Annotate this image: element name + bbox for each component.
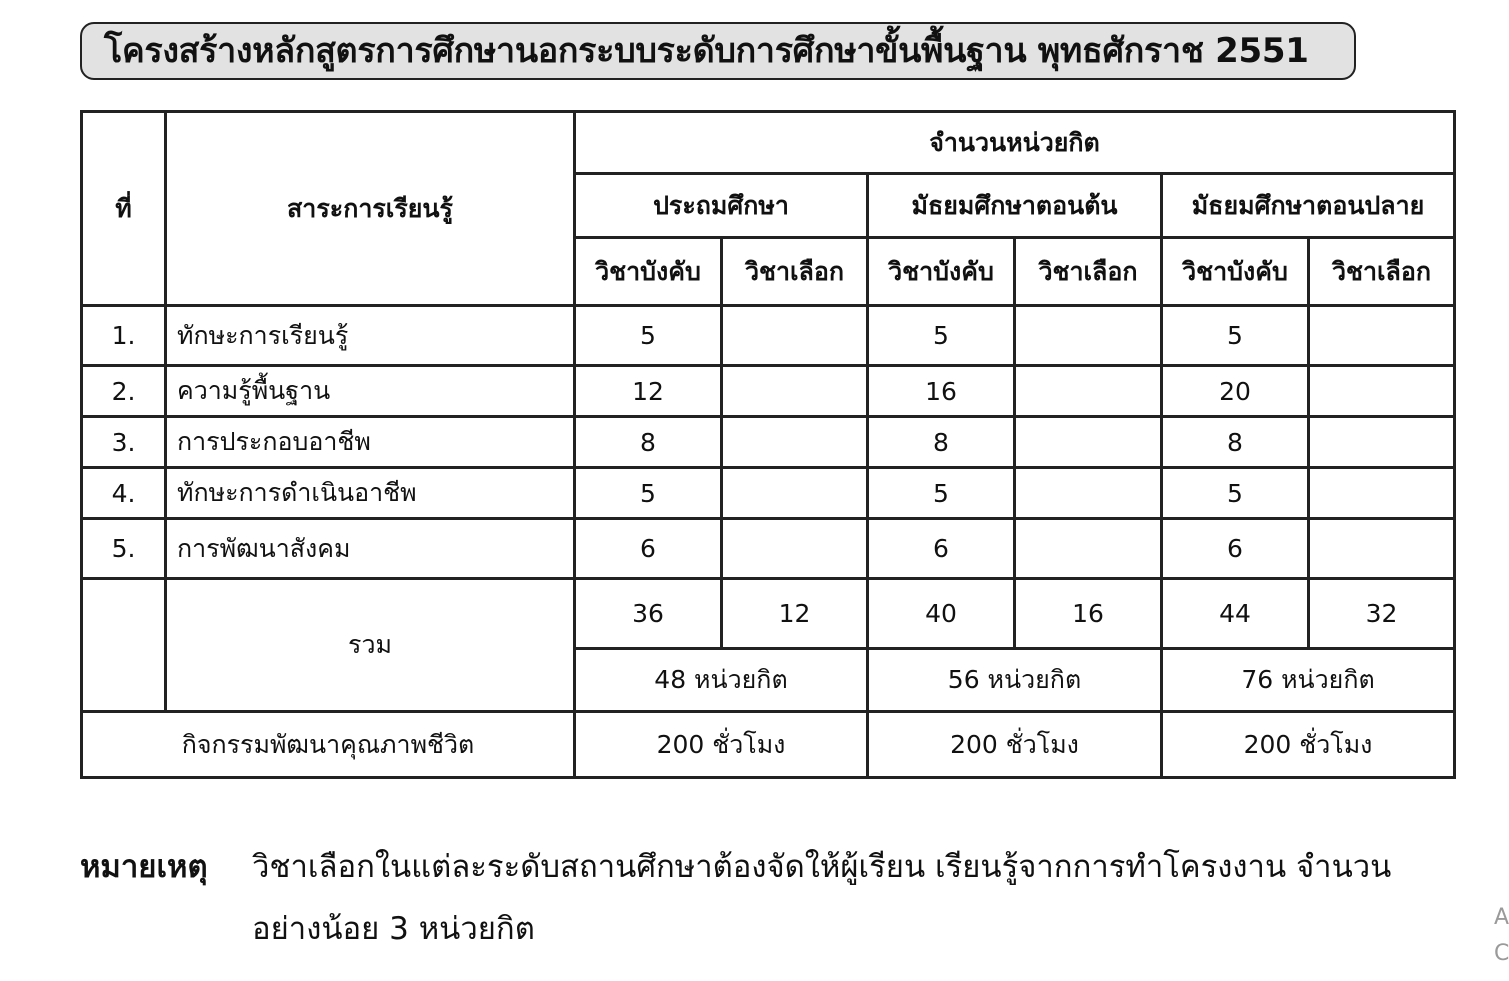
activity-row	[82, 712, 1455, 778]
table-row	[82, 366, 1455, 417]
cell-primary-elective	[722, 306, 868, 366]
sum-lower-secondary: 56 หน่วยกิต	[868, 649, 1162, 712]
cell-primary-required: 8	[575, 417, 722, 468]
cell-primary-required: 12	[575, 366, 722, 417]
row-subject: การประกอบอาชีพ	[166, 417, 575, 468]
table-row	[82, 519, 1455, 579]
table-row	[82, 468, 1455, 519]
row-number: 4.	[82, 468, 166, 519]
cell-upper-required: 20	[1162, 366, 1309, 417]
row-number: 1.	[82, 306, 166, 366]
header-elective: วิชาเลือก	[722, 238, 868, 306]
curriculum-table	[80, 110, 1456, 779]
cell-lower-required: 5	[868, 468, 1015, 519]
total-label: รวม	[166, 579, 575, 712]
cell-primary-required: 6	[575, 519, 722, 579]
row-number: 3.	[82, 417, 166, 468]
header-no: ที่	[82, 112, 166, 306]
cell-primary-elective	[722, 468, 868, 519]
note-label: หมายเหตุ	[80, 849, 208, 885]
total-lower-required: 40	[868, 579, 1015, 649]
table-row	[82, 417, 1455, 468]
activity-label: กิจกรรมพัฒนาคุณภาพชีวิต	[82, 712, 575, 778]
header-required: วิชาบังคับ	[575, 238, 722, 306]
cell-lower-elective	[1015, 519, 1162, 579]
table-row	[82, 306, 1455, 366]
header-level-primary: ประถมศึกษา	[575, 174, 868, 238]
header-level-lower-secondary: มัธยมศึกษาตอนต้น	[868, 174, 1162, 238]
activity-hours-primary: 200 ชั่วโมง	[575, 712, 868, 778]
header-elective: วิชาเลือก	[1309, 238, 1455, 306]
cell-upper-required: 5	[1162, 468, 1309, 519]
cell-upper-elective	[1309, 306, 1455, 366]
row-number: 2.	[82, 366, 166, 417]
row-number: 5.	[82, 519, 166, 579]
header-credits: จำนวนหน่วยกิต	[575, 112, 1455, 174]
cell-lower-elective	[1015, 417, 1162, 468]
header-level-upper-secondary: มัธยมศึกษาตอนปลาย	[1162, 174, 1455, 238]
cell-upper-elective	[1309, 417, 1455, 468]
cell-primary-elective	[722, 519, 868, 579]
cell-lower-required: 5	[868, 306, 1015, 366]
cell-upper-elective	[1309, 366, 1455, 417]
cell-upper-elective	[1309, 468, 1455, 519]
header-required: วิชาบังคับ	[868, 238, 1015, 306]
cell-upper-elective	[1309, 519, 1455, 579]
total-upper-required: 44	[1162, 579, 1309, 649]
cell-lower-elective	[1015, 468, 1162, 519]
cell-primary-elective	[722, 417, 868, 468]
sum-upper-secondary: 76 หน่วยกิต	[1162, 649, 1455, 712]
cell-upper-required: 5	[1162, 306, 1309, 366]
row-subject: ความรู้พื้นฐาน	[166, 366, 575, 417]
cell-upper-required: 6	[1162, 519, 1309, 579]
cell-primary-required: 5	[575, 468, 722, 519]
activity-hours-lower: 200 ชั่วโมง	[868, 712, 1162, 778]
note-text: วิชาเลือกในแต่ละระดับสถานศึกษาต้องจัดให้ผู้เรียน เรียนรู้จากการทำโครงงาน จำนวนอย่างน้อย 3 หน่วยกิต	[252, 849, 1392, 947]
row-subject: การพัฒนาสังคม	[166, 519, 575, 579]
total-primary-elective: 12	[722, 579, 868, 649]
row-subject: ทักษะการดำเนินอาชีพ	[166, 468, 575, 519]
activity-hours-upper: 200 ชั่วโมง	[1162, 712, 1455, 778]
total-lower-elective: 16	[1015, 579, 1162, 649]
total-blank-cell	[82, 579, 166, 712]
total-primary-required: 36	[575, 579, 722, 649]
total-row	[82, 579, 1455, 649]
document-title: โครงสร้างหลักสูตรการศึกษานอกระบบระดับการศึกษาขั้นพื้นฐาน พุทธศักราช 2551	[80, 22, 1356, 80]
sum-primary: 48 หน่วยกิต	[575, 649, 868, 712]
total-upper-elective: 32	[1309, 579, 1455, 649]
edge-glyphs: A C	[1494, 905, 1509, 966]
cell-primary-required: 5	[575, 306, 722, 366]
cell-primary-elective	[722, 366, 868, 417]
cell-lower-required: 8	[868, 417, 1015, 468]
cell-lower-elective	[1015, 366, 1162, 417]
cell-upper-required: 8	[1162, 417, 1309, 468]
header-required: วิชาบังคับ	[1162, 238, 1309, 306]
cell-lower-required: 16	[868, 366, 1015, 417]
cell-lower-elective	[1015, 306, 1162, 366]
cell-lower-required: 6	[868, 519, 1015, 579]
header-subject: สาระการเรียนรู้	[166, 112, 575, 306]
header-elective: วิชาเลือก	[1015, 238, 1162, 306]
row-subject: ทักษะการเรียนรู้	[166, 306, 575, 366]
